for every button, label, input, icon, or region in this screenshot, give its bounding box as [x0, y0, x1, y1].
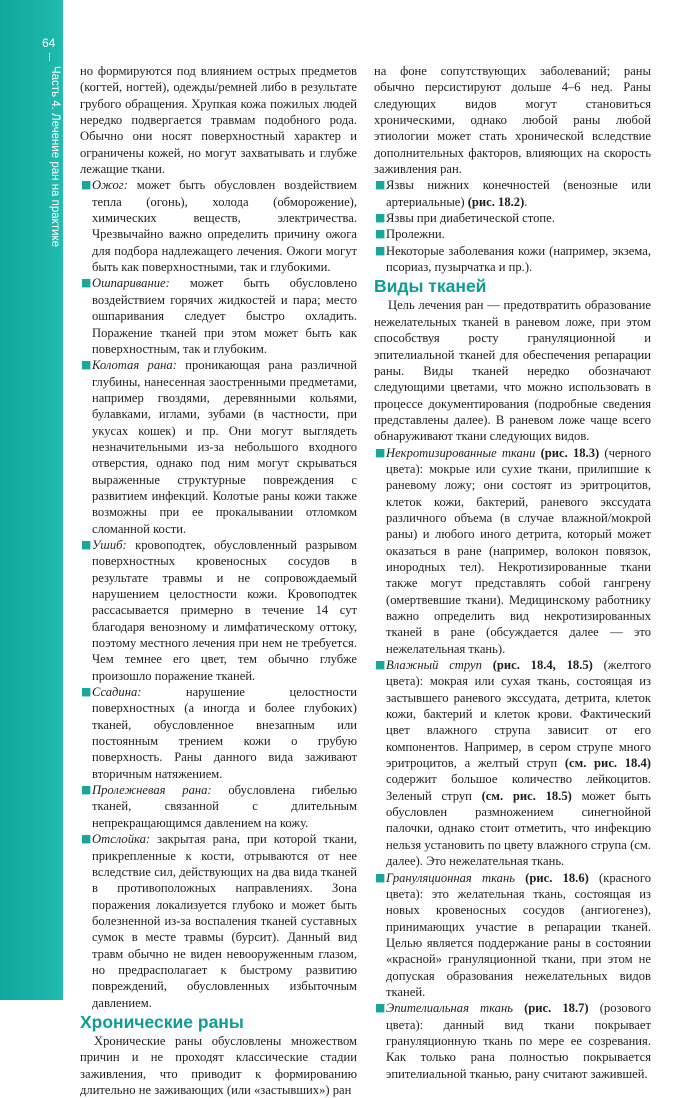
list-item-text: закрытая рана, при которой ткани, прикрепленные к кости, отрываются от нее вследствие сил, действующих на два вида тканей в противоположных направлениях. Зона поражения локализуется глубоко и может быть болезненной из-за воспаления тканей суставных сумок в месте травмы (бурсит). Данный вид травм обычно не виден невооруженным глазом, но предрасполагает к быстрому развитию повреждений, обусловленных избыточным давлением. — [92, 832, 357, 1010]
list-item — [80, 537, 357, 684]
list-item — [80, 357, 357, 537]
list-item — [80, 684, 357, 782]
bullet-icon: ■ — [81, 178, 92, 192]
list-item-term: Колотая рана: — [92, 358, 177, 373]
list-item-term: Отслойка: — [92, 832, 151, 847]
bullet-icon: ■ — [81, 358, 92, 372]
list-item-text: содержит большое количество лейкоцитов. Зеленый струп — [386, 772, 651, 803]
wound-types-list — [80, 177, 357, 1011]
list-item — [80, 782, 357, 831]
bullet-icon: ■ — [375, 658, 386, 672]
page-number-divider — [49, 53, 50, 61]
figure-reference: (см. рис. 18.5) — [481, 788, 572, 803]
bullet-icon: ■ — [81, 537, 92, 551]
list-item-text: кровоподтек, обусловленный разрывом поверхностных кровеносных сосудов в результате травмы и не сопровождаемый нарушением целостности кожи. Кровоподтек рассасывается примерно в течение 14 сут благодаря венозному и лимфатическому оттоку, поэтому местного лечения при нем не требуется. Чем темнее его цвет, тем обычно глубже произошло поражение тканей. — [92, 537, 357, 683]
list-item — [80, 177, 357, 275]
list-item — [374, 870, 651, 1001]
bullet-icon: ■ — [375, 227, 386, 241]
list-item-text: Язвы нижних конечностей (венозные или артериальные) — [386, 178, 651, 209]
right-column — [374, 63, 651, 1082]
list-item-term: Грануляционная ткань — [386, 870, 515, 885]
sidebar-band — [0, 0, 63, 1000]
bullet-icon: ■ — [375, 870, 386, 884]
list-item-term: Ушиб: — [92, 537, 127, 552]
figure-reference: (рис. 18.2) — [467, 194, 525, 209]
list-item — [374, 657, 651, 869]
figure-reference: (см. рис. 18.4) — [564, 756, 651, 771]
list-item — [80, 275, 357, 357]
list-item-text: может быть обусловлено воздействием горячих жидкостей и пара; место ошпаривания следует быстро охладить. Поражение тканей при этом может быть как поверхностным, так и глубоким. — [92, 276, 357, 356]
list-item-term: Некротизированные ткани — [386, 445, 536, 460]
list-item-text: проникающая рана различной глубины, нанесенная заостренными предметами, например гвоздями, деревянными кольями, булавками, иглами, зубами (в частности, при укусах кошек) и пр. Они могут выглядеть незначительными из-за небольшого входного отверстия, однако под ним могут скрываться выраженные структурные повреждения с развитием инфекций. Колотые раны кожи также возможны при ее прокалывании отломком сломанной кости. — [92, 358, 357, 536]
page-number: 64 — [42, 36, 56, 50]
list-item-term: Ожог: — [92, 178, 128, 193]
list-item-text: нарушение целостности поверхностных (а иногда и более глубоких) тканей, обусловленное внезапным или постоянным трением кожи о грубую поверхность. Раны данного вида заживают вторичным натяжением. — [92, 685, 357, 781]
figure-reference: (рис. 18.3) — [540, 445, 600, 460]
paragraph-chronic-wounds: Хронические раны обусловлены множеством причин и не проходят классические стадии заживления, что приводит к формированию длительно не заживающих (или «застывших») ран — [80, 1033, 357, 1097]
list-item-term: Влажный струп — [386, 658, 482, 673]
paragraph-continuation: но формируются под влиянием острых предметов (когтей, ногтей), одежды/ремней либо в результате грубого обращения. Хрупкая кожа пожилых людей нередко подвергается травмам подобного рода. Обычно они носят поверхностный характер и ограничены кожей, но могут захватывать и глубже лежащие ткани. — [80, 64, 357, 177]
bullet-icon: ■ — [375, 445, 386, 459]
list-item-text: (черного цвета): мокрые или сухие ткани, прилипшие к раневому ложу; они состоят из эритроцитов, клеток кожи, бактерий, раневого экссудата различного объема (в случае влажной/мокрой раны) и любого иного детрита, который может оказаться в ране (например, волокон повязок, инородных тел). Некротизированные ткани также могут представлять собой гангрену (омертвевшие ткани). Медицинскому работнику важно определить вид некротизированных тканей в ране (обсуждается далее — это нежелательная ткань). — [386, 445, 651, 656]
list-item — [374, 445, 651, 657]
list-item — [374, 177, 651, 210]
list-item-text: (красного цвета): это желательная ткань, состоящая из новых кровеносных сосудов (ангиогенез), принимающих участие в репарации тканей. Целью является поддержание раны в состоянии «красной» грануляционной ткани, при этом не допуская образования нежелательных видов тканей. — [386, 870, 651, 999]
chronic-wounds-list — [374, 177, 651, 275]
bullet-icon: ■ — [375, 178, 386, 192]
list-item-text: Пролежни. — [386, 227, 445, 242]
list-item-term: Пролежневая рана: — [92, 783, 212, 798]
paragraph-tissue-types: Цель лечения ран — предотвратить образование нежелательных тканей в раневом ложе, при этом способствуя росту грануляционной и эпителиальной тканей для обеспечения репарации раны. Виды тканей нередко обозначают следующими цветами, что можно использовать в процессе документирования (подробные сведения представлены далее). В раневом ложе чаще всего обнаруживают ткани следующих видов. — [374, 298, 651, 444]
list-item — [80, 831, 357, 1011]
bullet-icon: ■ — [81, 783, 92, 797]
section-heading-chronic-wounds: Хронические раны — [80, 1011, 244, 1032]
figure-reference: (рис. 18.6) — [525, 870, 589, 885]
bullet-icon: ■ — [81, 685, 92, 699]
left-column — [80, 63, 357, 1098]
list-item — [374, 210, 651, 226]
list-item-text: обусловлена гибелью тканей, связанной с длительным непрекращающимся давлением на кожу. — [92, 783, 357, 830]
figure-reference: (рис. 18.7) — [524, 1001, 589, 1016]
figure-reference: (рис. 18.4, 18.5) — [492, 658, 593, 673]
list-item-text: (розового цвета): данный вид ткани покрывает грануляционную ткань по мере ее созревания. Как только рана полностью покрывается эпителиальной тканью, рану считают зажившей. — [386, 1001, 651, 1081]
list-item-text: (желтого цвета): мокрая или сухая ткань, состоящая из застывшего раневого экссудата, детрита, клеток кожи, бактерий и клеток крови. Фактический цвет влажного струпа зависит от его компонентов. Например, в сером струпе много эритроцитов, а желтый струп — [386, 658, 651, 771]
list-item-term: Ссадина: — [92, 685, 142, 700]
list-item-text: может быть обусловлен размножением синегнойной палочки, однако стоит отметить, что инфекцию нельзя установить по цвету влажного струпа (см. далее). Это нежелательная ткань. — [386, 788, 651, 869]
tissue-types-list — [374, 445, 651, 1082]
paragraph-continuation: на фоне сопутствующих заболеваний; раны обычно персистируют дольше 4–6 нед. Раны следующих видов могут становиться хроническими, однако любой раны любой этиологии может стать хронической вследствие дополнительных факторов, влияющих на скорость заживления ран. — [374, 64, 651, 177]
list-item-text: Язвы при диабетической стопе. — [386, 211, 555, 226]
list-item-text: может быть обусловлен воздействием тепла (огонь), холода (обморожение), химических веществ, электричества. Чрезвычайно важно определить причину ожога для подбора надлежащего лечения. Ожоги могут быть как поверхностными, так и глубокими. — [92, 178, 357, 275]
list-item-term: Эпителиальная ткань — [386, 1001, 513, 1016]
list-item — [374, 226, 651, 242]
bullet-icon: ■ — [375, 1001, 386, 1015]
list-item-text: Некоторые заболевания кожи (например, экзема, псориаз, пузырчатка и пр.). — [386, 243, 651, 275]
section-heading-tissue-types: Виды тканей — [374, 276, 487, 297]
bullet-icon: ■ — [81, 276, 92, 290]
list-item — [374, 243, 651, 276]
list-item-tail: . — [524, 194, 528, 209]
bullet-icon: ■ — [375, 211, 386, 225]
bullet-icon: ■ — [81, 832, 92, 846]
list-item-term: Ошпаривание: — [92, 276, 170, 291]
bullet-icon: ■ — [375, 243, 386, 257]
list-item — [374, 1000, 651, 1082]
running-head: Часть 4. Лечение ран на практике — [49, 66, 61, 248]
